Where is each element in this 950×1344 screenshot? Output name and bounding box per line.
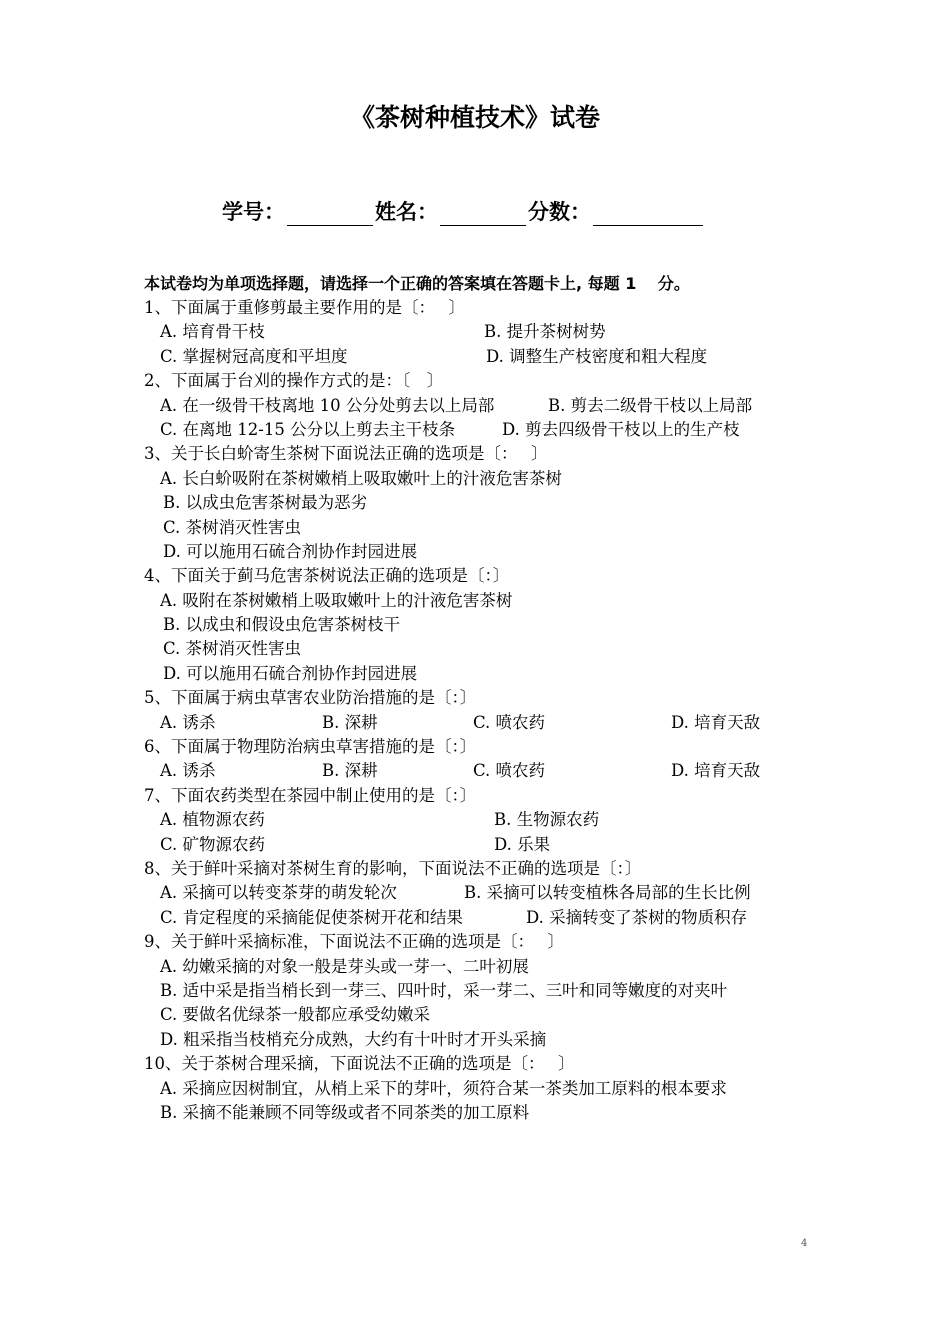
question-2: 2、下面属于台刈的操作方式的是：〔 〕 <box>144 371 444 391</box>
q1-option-d[interactable]: D. 调整生产枝密度和粗大程度 <box>486 346 708 366</box>
q8-option-d[interactable]: D. 采摘转变了茶树的物质积存 <box>526 907 748 927</box>
q5-option-c[interactable]: C. 喷农药 <box>473 712 546 732</box>
instructions: 本试卷均为单项选择题，请选择一个正确的答案填在答题卡上, 每题 1 分。 <box>144 274 690 293</box>
q1-options-row-2 <box>144 345 844 369</box>
q8-option-a[interactable]: A. 采摘可以转变茶芽的萌发轮次 <box>160 883 397 903</box>
q5-option-d[interactable]: D. 培育天敌 <box>671 712 761 732</box>
student-id-blank[interactable] <box>287 203 373 226</box>
question-5: 5、下面属于病虫草害农业防治措施的是〔：〕 <box>144 688 477 708</box>
q7-option-d[interactable]: D. 乐果 <box>494 834 551 854</box>
q1-option-b[interactable]: B. 提升茶树树势 <box>484 322 606 342</box>
score-label: 分数： <box>528 200 591 224</box>
q7-option-c[interactable]: C. 矿物源农药 <box>160 834 266 854</box>
q7-option-b[interactable]: B. 生物源农药 <box>494 810 600 830</box>
page-number: 4 <box>801 1238 808 1249</box>
q3-option-c[interactable]: C. 茶树消灭性害虫 <box>163 517 302 537</box>
q7-option-a[interactable]: A. 植物源农药 <box>160 810 265 830</box>
q2-option-d[interactable]: D. 剪去四级骨干枝以上的生产枝 <box>502 419 740 439</box>
q6-options-row <box>144 759 844 783</box>
q2-option-b[interactable]: B. 剪去二级骨干枝以上局部 <box>548 395 753 415</box>
question-7: 7、下面农药类型在茶园中制止使用的是〔：〕 <box>144 785 477 805</box>
q9-option-b[interactable]: B. 适中采是指当梢长到一芽三、四叶时，采一芽二、三叶和同等嫩度的对夹叶 <box>160 980 728 1000</box>
q8-option-b[interactable]: B. 采摘可以转变植株各局部的生长比例 <box>464 883 751 903</box>
question-9: 9、关于鲜叶采摘标准，下面说法不正确的选项是〔： 〕 <box>144 932 564 952</box>
q6-option-d[interactable]: D. 培育天敌 <box>671 761 761 781</box>
q4-option-c[interactable]: C. 茶树消灭性害虫 <box>163 639 302 659</box>
question-8: 8、关于鲜叶采摘对茶树生育的影响，下面说法不正确的选项是〔：〕 <box>144 858 642 878</box>
q3-option-a[interactable]: A. 长白蚧吸附在茶树嫩梢上吸取嫩叶上的汁液危害茶树 <box>160 468 562 488</box>
question-3: 3、关于长白蚧寄生茶树下面说法正确的选项是〔： 〕 <box>144 444 548 464</box>
q8-option-c[interactable]: C. 肯定程度的采摘能促使茶树开花和结果 <box>160 907 464 927</box>
q9-option-a[interactable]: A. 幼嫩采摘的对象一般是芽头或一芽一、二叶初展 <box>160 956 529 976</box>
q3-option-d[interactable]: D. 可以施用石硫合剂协作封园进展 <box>163 541 418 561</box>
q2-options-row-2 <box>144 418 844 442</box>
score-blank[interactable] <box>593 203 703 226</box>
student-info-line <box>222 196 705 226</box>
q5-option-b[interactable]: B. 深耕 <box>322 712 378 732</box>
q4-option-b[interactable]: B. 以成虫和假设虫危害茶树枝干 <box>163 615 401 635</box>
question-6: 6、下面属于物理防治病虫草害措施的是〔：〕 <box>144 737 477 757</box>
q10-option-a[interactable]: A. 采摘应因树制宜，从梢上采下的芽叶，须符合某一茶类加工原料的根本要求 <box>160 1078 727 1098</box>
student-name-label: 姓名： <box>375 200 438 224</box>
q10-option-b[interactable]: B. 采摘不能兼顾不同等级或者不同茶类的加工原料 <box>160 1102 530 1122</box>
q2-option-c[interactable]: C. 在离地 12-15 公分以上剪去主干枝条 <box>160 419 456 439</box>
q9-option-d[interactable]: D. 粗采指当枝梢充分成熟，大约有十叶时才开头采摘 <box>160 1029 547 1049</box>
question-1: 1、下面属于重修剪最主要作用的是〔： 〕 <box>144 298 465 317</box>
q6-option-a[interactable]: A. 诱杀 <box>160 761 216 781</box>
q5-options-row <box>144 711 844 735</box>
question-10: 10、关于茶树合理采摘，下面说法不正确的选项是〔： 〕 <box>144 1054 575 1074</box>
q1-option-c[interactable]: C. 掌握树冠高度和平坦度 <box>160 346 348 366</box>
q7-options-row-1 <box>144 808 844 832</box>
q5-option-a[interactable]: A. 诱杀 <box>160 712 216 732</box>
student-name-blank[interactable] <box>440 203 526 226</box>
q1-option-a[interactable]: A. 培育骨干枝 <box>160 322 265 342</box>
q6-option-b[interactable]: B. 深耕 <box>322 761 378 781</box>
question-list <box>144 272 844 1125</box>
question-4: 4、下面关于蓟马危害茶树说法正确的选项是〔：〕 <box>144 566 510 586</box>
q2-options-row-1 <box>144 394 844 418</box>
q9-option-c[interactable]: C. 要做名优绿茶一般都应承受幼嫩采 <box>160 1005 431 1025</box>
q4-option-d[interactable]: D. 可以施用石硫合剂协作封园进展 <box>163 663 418 683</box>
q2-option-a[interactable]: A. 在一级骨干枝离地 10 公分处剪去以上局部 <box>160 395 495 415</box>
q7-options-row-2 <box>144 833 844 857</box>
q8-options-row-1 <box>144 881 844 905</box>
q4-option-a[interactable]: A. 吸附在茶树嫩梢上吸取嫩叶上的汁液危害茶树 <box>160 590 513 610</box>
q6-option-c[interactable]: C. 喷农药 <box>473 761 546 781</box>
q8-options-row-2 <box>144 906 844 930</box>
page-title: 《茶树种植技术》试卷 <box>349 103 600 132</box>
student-id-label: 学号： <box>222 200 285 224</box>
q3-option-b[interactable]: B. 以成虫危害茶树最为恶劣 <box>163 493 368 513</box>
q1-options-row-1 <box>144 320 844 344</box>
